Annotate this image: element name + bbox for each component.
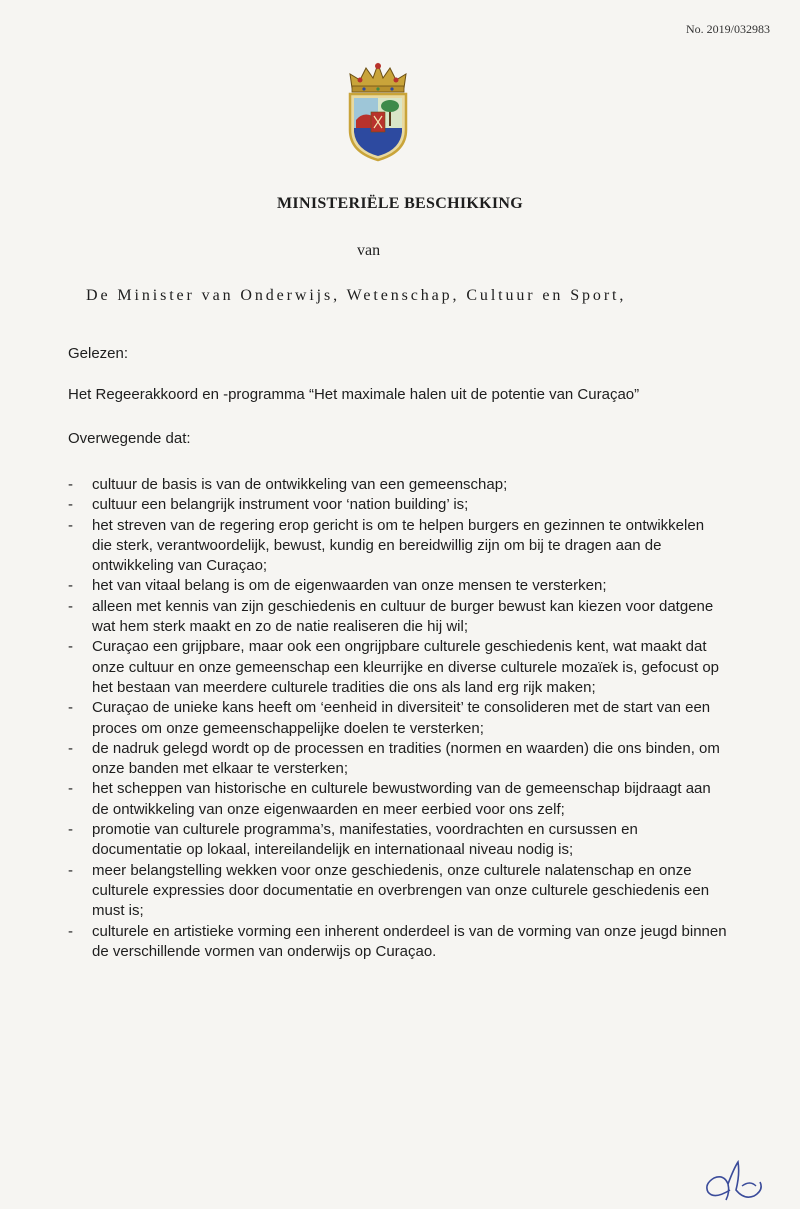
list-item: - cultuur een belangrijk instrument voor ‘nation building’ is; bbox=[68, 496, 469, 514]
list-item: - alleen met kennis van zijn geschiedenis en cultuur de burger bewust kan kiezen voor datgene wat hem sterk maakt en zo de natie realiseren die hij wil; bbox=[68, 597, 714, 636]
list-item: - meer belangstelling wekken voor onze geschiedenis, onze culturele nalatenschap en onze culturele expressies door documentatie en overbrengen van onze culturele geschiedenis een must is; bbox=[68, 861, 710, 920]
coat-of-arms-icon bbox=[340, 58, 416, 162]
list-item: - cultuur de basis is van de ontwikkeling van een gemeenschap; bbox=[68, 476, 508, 493]
considerations-list bbox=[68, 475, 728, 962]
regeerakkoord-reference: Het Regeerakkoord en -programma “Het maximale halen uit de potentie van Curaçao” bbox=[68, 386, 640, 403]
gelezen-heading: Gelezen: bbox=[68, 345, 129, 362]
list-item: - promotie van culturele programma’s, manifestaties, voordrachten en cursussen en documentatie op lokaal, intereilandelijk en internationaal niveau nodig is; bbox=[68, 821, 638, 859]
document-number: No. 2019/032983 bbox=[686, 22, 770, 36]
list-item: - de nadruk gelegd wordt op de processen en tradities (normen en waarden) die ons binden, om onze banden met elkaar te versterken; bbox=[68, 739, 720, 778]
list-item: - het van vitaal belang is om de eigenwaarden van onze mensen te versterken; bbox=[68, 577, 607, 595]
van-label: van bbox=[357, 242, 381, 259]
list-item: - het streven van de regering erop gericht is om te helpen burgers en gezinnen te ontwikkelen die sterk, verantwoordelijk, bewust, kundig en bereidwillig zijn om bij te dragen aan de ontwikkeling van Curaçao; bbox=[68, 516, 705, 575]
list-item: - het scheppen van historische en culturele bewustwording van de gemeenschap bijdraagt aan de ontwikkeling van onze eigenwaarden en meer eerbied voor ons zelf; bbox=[68, 780, 711, 818]
document-title: MINISTERIËLE BESCHIKKING bbox=[277, 195, 523, 212]
signature-initials bbox=[700, 1160, 770, 1204]
overwegende-heading: Overwegende dat: bbox=[68, 430, 191, 447]
minister-line: De Minister van Onderwijs, Wetenschap, Cultuur en Sport, bbox=[86, 287, 627, 304]
list-item: - Curaçao de unieke kans heeft om ‘eenheid in diversiteit’ te consolideren met de start van een proces om onze gemeenschappelijke doelen te versterken; bbox=[68, 699, 711, 737]
list-item: - Curaçao een grijpbare, maar ook een ongrijpbare culturele geschiedenis kent, wat maakt dat onze cultuur en onze gemeenschap een kleurrijke en diverse culturele mozaïek is, gefocust op het bestaan van meerdere culturele tradities die ons als land erg rijk maken; bbox=[68, 638, 720, 696]
list-item: - culturele en artistieke vorming een inherent onderdeel is van de vorming van onze jeugd binnen de verschillende vormen van onderwijs op Curaçao. bbox=[68, 922, 727, 960]
